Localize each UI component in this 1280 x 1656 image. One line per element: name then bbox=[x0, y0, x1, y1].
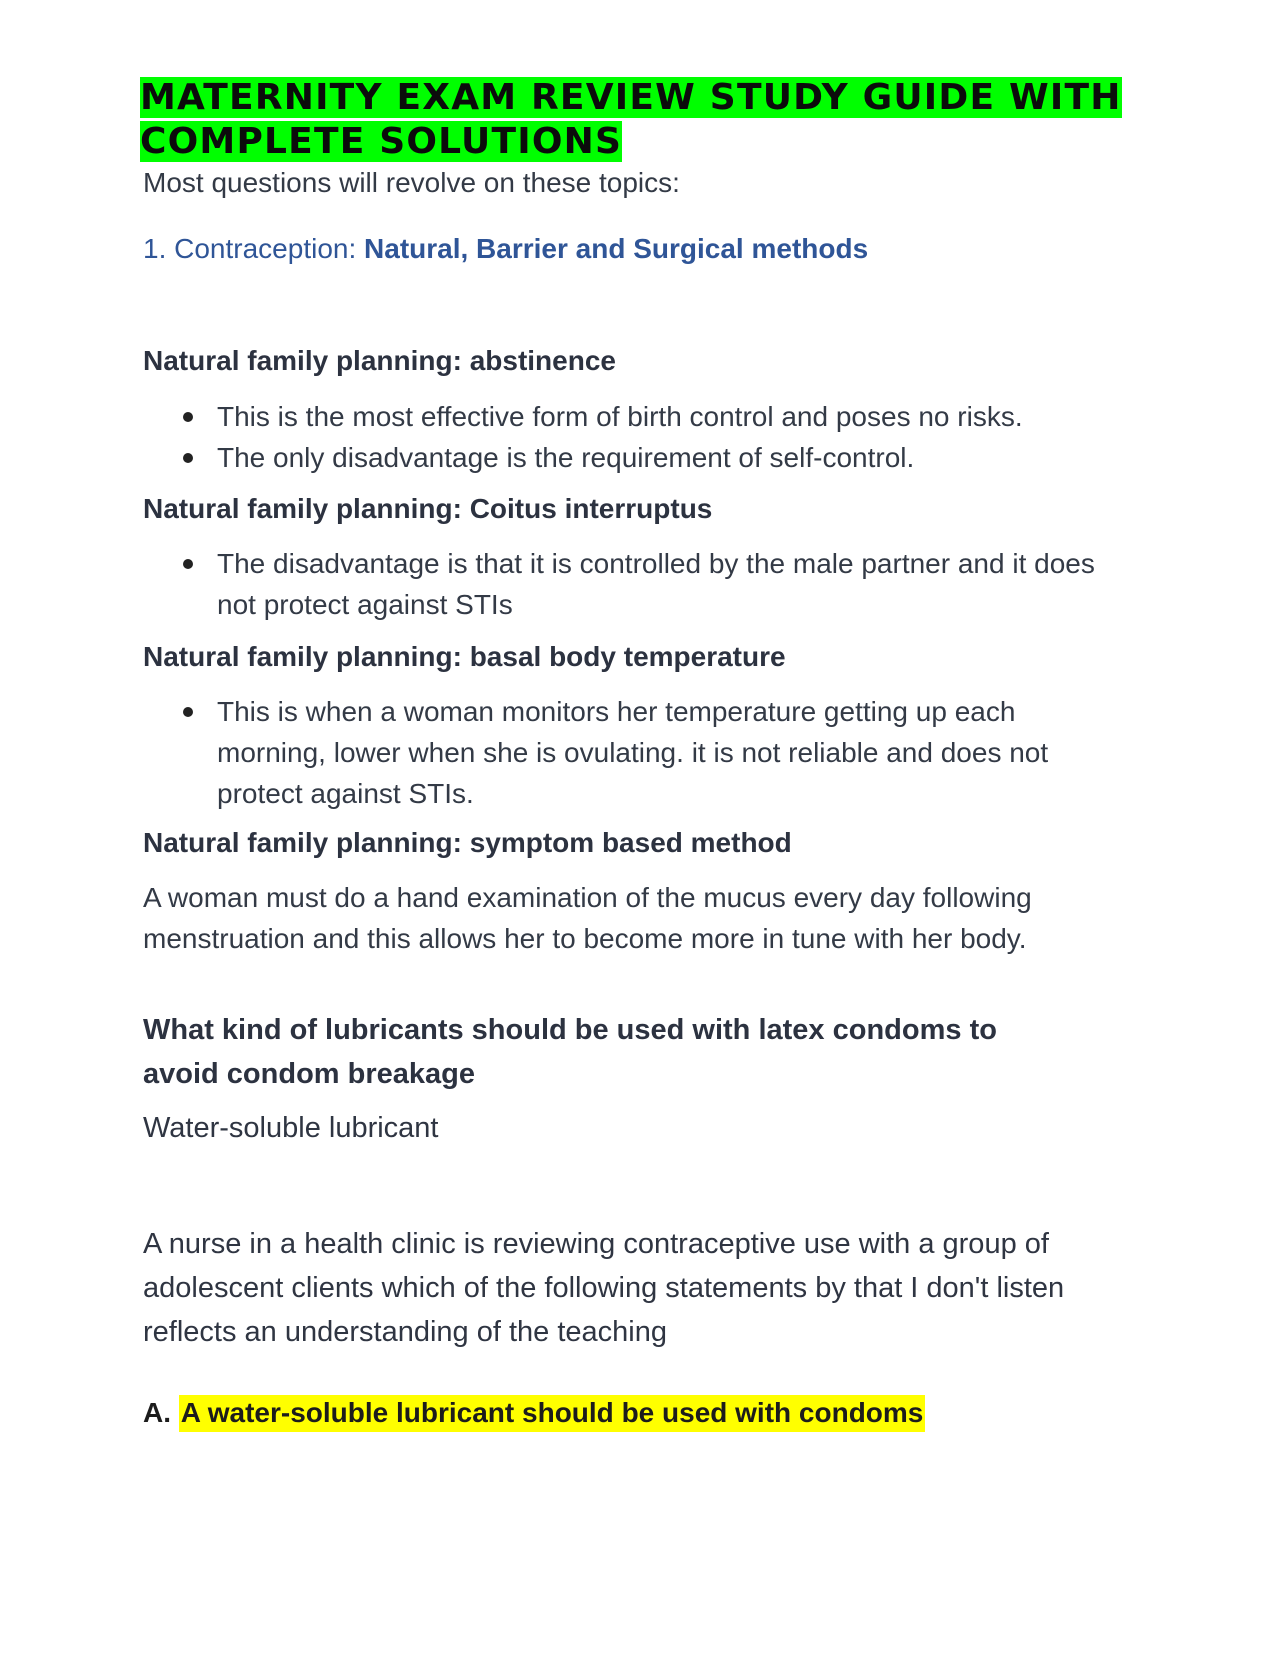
question-nurse: A nurse in a health clinic is reviewing contraceptive use with a group of adolescent clients which of the following statements by that I don't listen reflects an understanding of the teaching bbox=[143, 1228, 1065, 1348]
option-text-highlighted: A water-soluble lubricant should be used with condoms bbox=[179, 1395, 926, 1432]
document-title: MATERNITY EXAM REVIEW STUDY GUIDE WITH COMPLETE SOLUTIONS bbox=[140, 77, 1122, 162]
heading-abstinence: Natural family planning: abstinence bbox=[143, 345, 616, 376]
bullets-abstinence bbox=[143, 396, 1143, 478]
answer-lubricants: Water-soluble lubricant bbox=[143, 1112, 439, 1144]
bullets-coitus-interruptus bbox=[143, 543, 1103, 625]
list-item: This is when a woman monitors her temperature getting up each morning, lower when she is ovulating. it is not reliable and does not protect against STIs. bbox=[143, 691, 1103, 814]
topic-methods: Natural, Barrier and Surgical methods bbox=[364, 233, 869, 264]
list-item: The only disadvantage is the requirement of self-control. bbox=[143, 437, 1143, 478]
list-item: This is the most effective form of birth control and poses no risks. bbox=[143, 396, 1143, 437]
answer-option-a bbox=[143, 1393, 925, 1433]
option-letter: A. bbox=[143, 1397, 171, 1428]
bullets-basal-body-temperature bbox=[143, 691, 1103, 814]
paragraph-symptom-based: A woman must do a hand examination of the mucus every day following menstruation and this allows her to become more in tune with her body. bbox=[143, 882, 1032, 954]
heading-symptom-based: Natural family planning: symptom based method bbox=[143, 827, 792, 858]
intro-text: Most questions will revolve on these topics: bbox=[143, 167, 680, 198]
list-item: The disadvantage is that it is controlled by the male partner and it does not protect against STIs bbox=[143, 543, 1103, 625]
topic-contraception bbox=[143, 228, 868, 269]
heading-basal-body-temperature: Natural family planning: basal body temperature bbox=[143, 641, 786, 672]
question-lubricants: What kind of lubricants should be used with latex condoms to avoid condom breakage bbox=[143, 1014, 997, 1090]
heading-coitus-interruptus: Natural family planning: Coitus interruptus bbox=[143, 493, 713, 524]
topic-prefix: 1. Contraception: bbox=[143, 233, 365, 264]
